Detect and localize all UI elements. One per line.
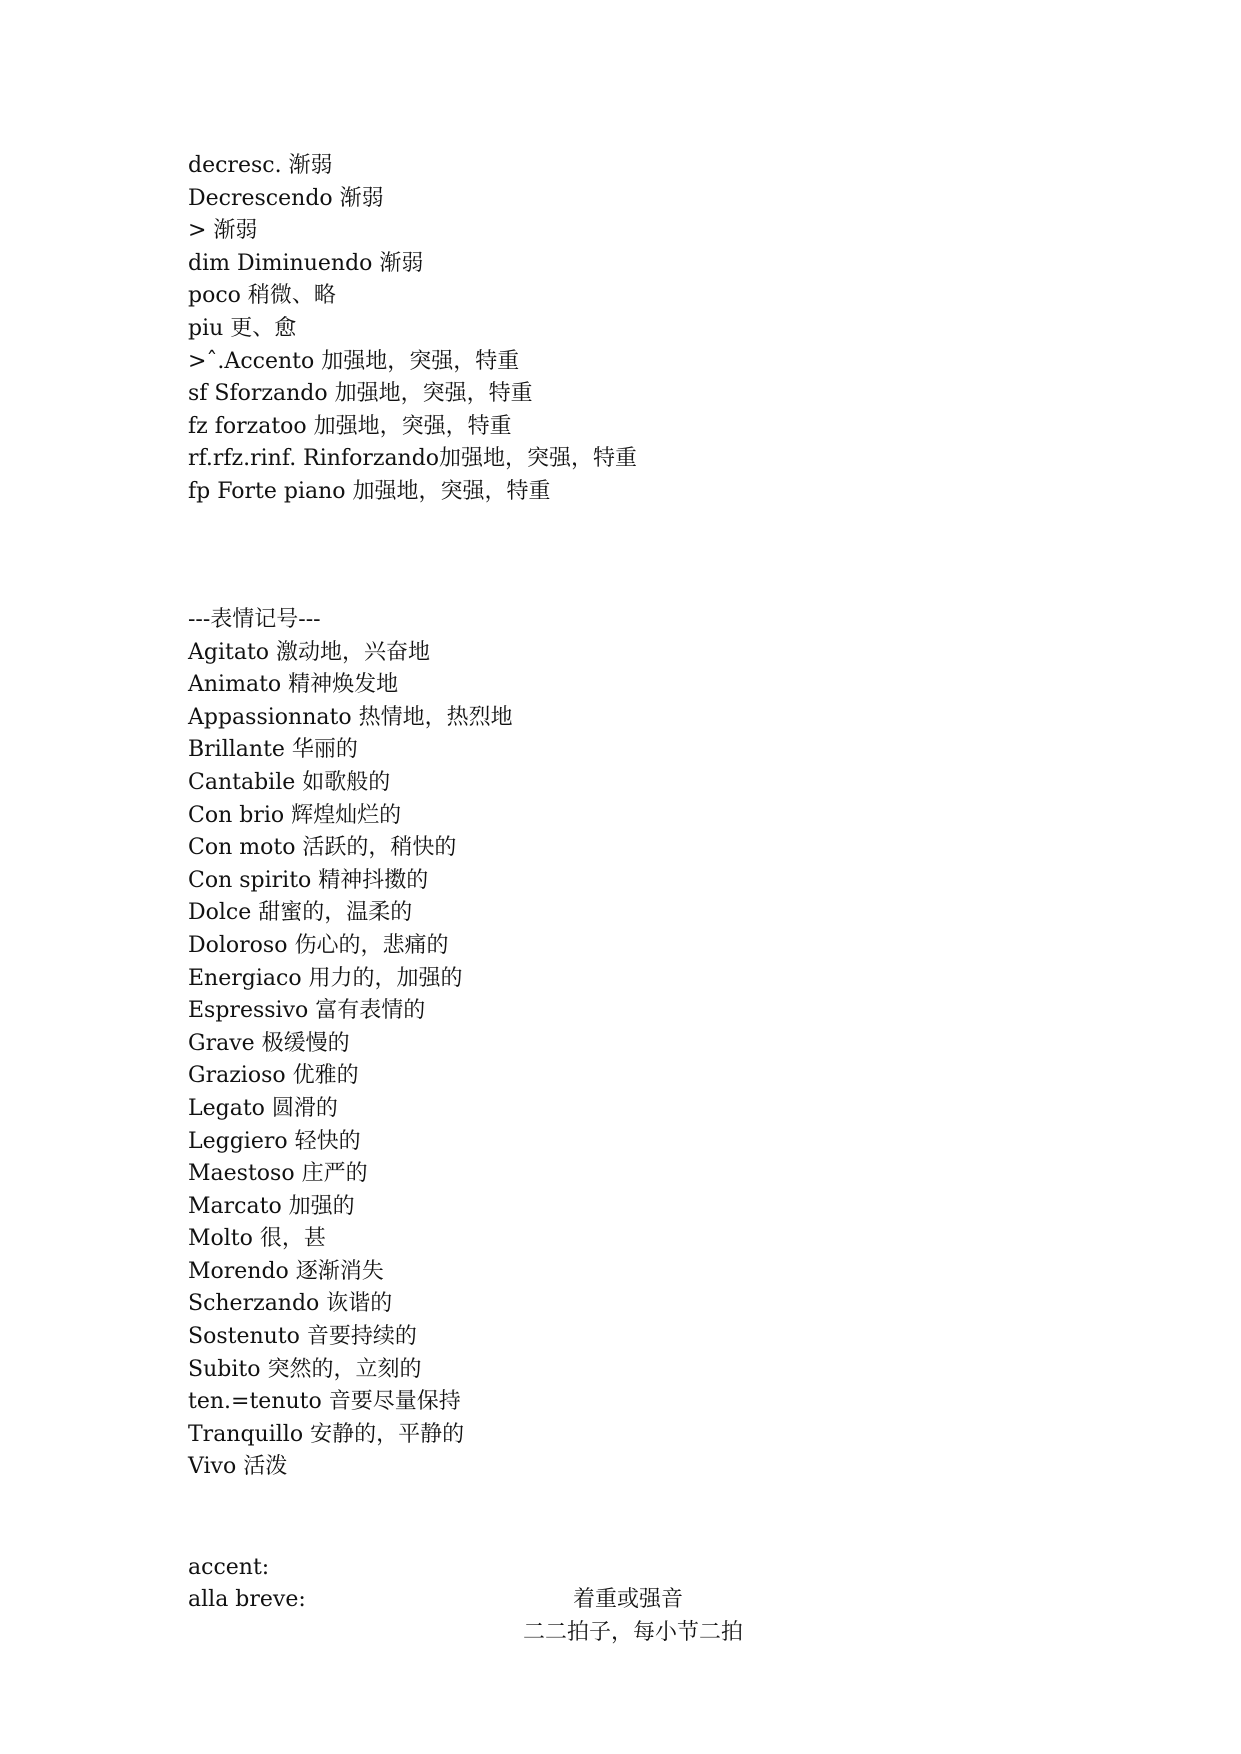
term: accent: <box>188 1554 270 1580</box>
list-item: Agitato 激动地，兴奋地 <box>188 639 431 665</box>
list-item: > 渐弱 <box>188 218 258 244</box>
list-item: piu 更、愈 <box>188 315 297 341</box>
list-item: Subito 突然的，立刻的 <box>188 1356 422 1382</box>
list-item: Decrescendo 渐弱 <box>188 185 384 211</box>
list-item: fp Forte piano 加强地，突强，特重 <box>188 478 551 504</box>
term: alla breve: <box>188 1587 306 1613</box>
list-item: Con brio 辉煌灿烂的 <box>188 802 402 828</box>
list-item: Con moto 活跃的，稍快的 <box>188 835 457 861</box>
list-item: Morendo 逐渐消失 <box>188 1258 384 1284</box>
meaning: 着重或强音 <box>573 1587 684 1613</box>
meaning: 二二拍子，每小节二拍 <box>523 1619 744 1645</box>
list-item: Legato 圆滑的 <box>188 1095 338 1121</box>
list-item: Grazioso 优雅的 <box>188 1063 359 1089</box>
list-item: Sostenuto 音要持续的 <box>188 1324 417 1350</box>
list-item: >ˆ.Accento 加强地，突强，特重 <box>188 348 520 374</box>
list-item: Doloroso 伤心的，悲痛的 <box>188 932 449 958</box>
list-item: Marcato 加强的 <box>188 1193 355 1219</box>
list-item: Vivo 活泼 <box>188 1454 288 1480</box>
list-item: dim Diminuendo 渐弱 <box>188 250 424 276</box>
list-item: Appassionnato 热情地，热烈地 <box>188 704 513 730</box>
list-item: Dolce 甜蜜的，温柔的 <box>188 900 413 926</box>
list-item: Animato 精神焕发地 <box>188 672 399 698</box>
dynamics-list <box>188 150 637 509</box>
list-item: Espressivo 富有表情的 <box>188 998 426 1024</box>
section-heading: ---表情记号--- <box>188 607 321 632</box>
list-item: rf.rfz.rinf. Rinforzando加强地，突强，特重 <box>188 446 638 472</box>
list-item: Cantabile 如歌般的 <box>188 769 391 795</box>
list-item: poco 稍微、略 <box>188 283 336 309</box>
list-item: Brillante 华丽的 <box>188 737 358 763</box>
list-item: Con spirito 精神抖擞的 <box>188 867 429 893</box>
list-item: Maestoso 庄严的 <box>188 1161 368 1187</box>
list-item: Molto 很，甚 <box>188 1226 326 1252</box>
expression-marks-list <box>188 604 513 1484</box>
list-item: Grave 极缓慢的 <box>188 1030 350 1056</box>
list-item: fz forzatoo 加强地，突强，特重 <box>188 413 512 439</box>
term-definitions <box>188 1519 888 1645</box>
list-item: Leggiero 轻快的 <box>188 1128 361 1154</box>
list-item: ten.=tenuto 音要尽量保持 <box>188 1389 461 1415</box>
list-item: Tranquillo 安静的，平静的 <box>188 1421 465 1447</box>
list-item: sf Sforzando 加强地，突强，特重 <box>188 381 533 407</box>
list-item: Scherzando 诙谐的 <box>188 1291 393 1317</box>
list-item: Energiaco 用力的，加强的 <box>188 965 463 991</box>
list-item: decresc. 渐弱 <box>188 153 333 178</box>
